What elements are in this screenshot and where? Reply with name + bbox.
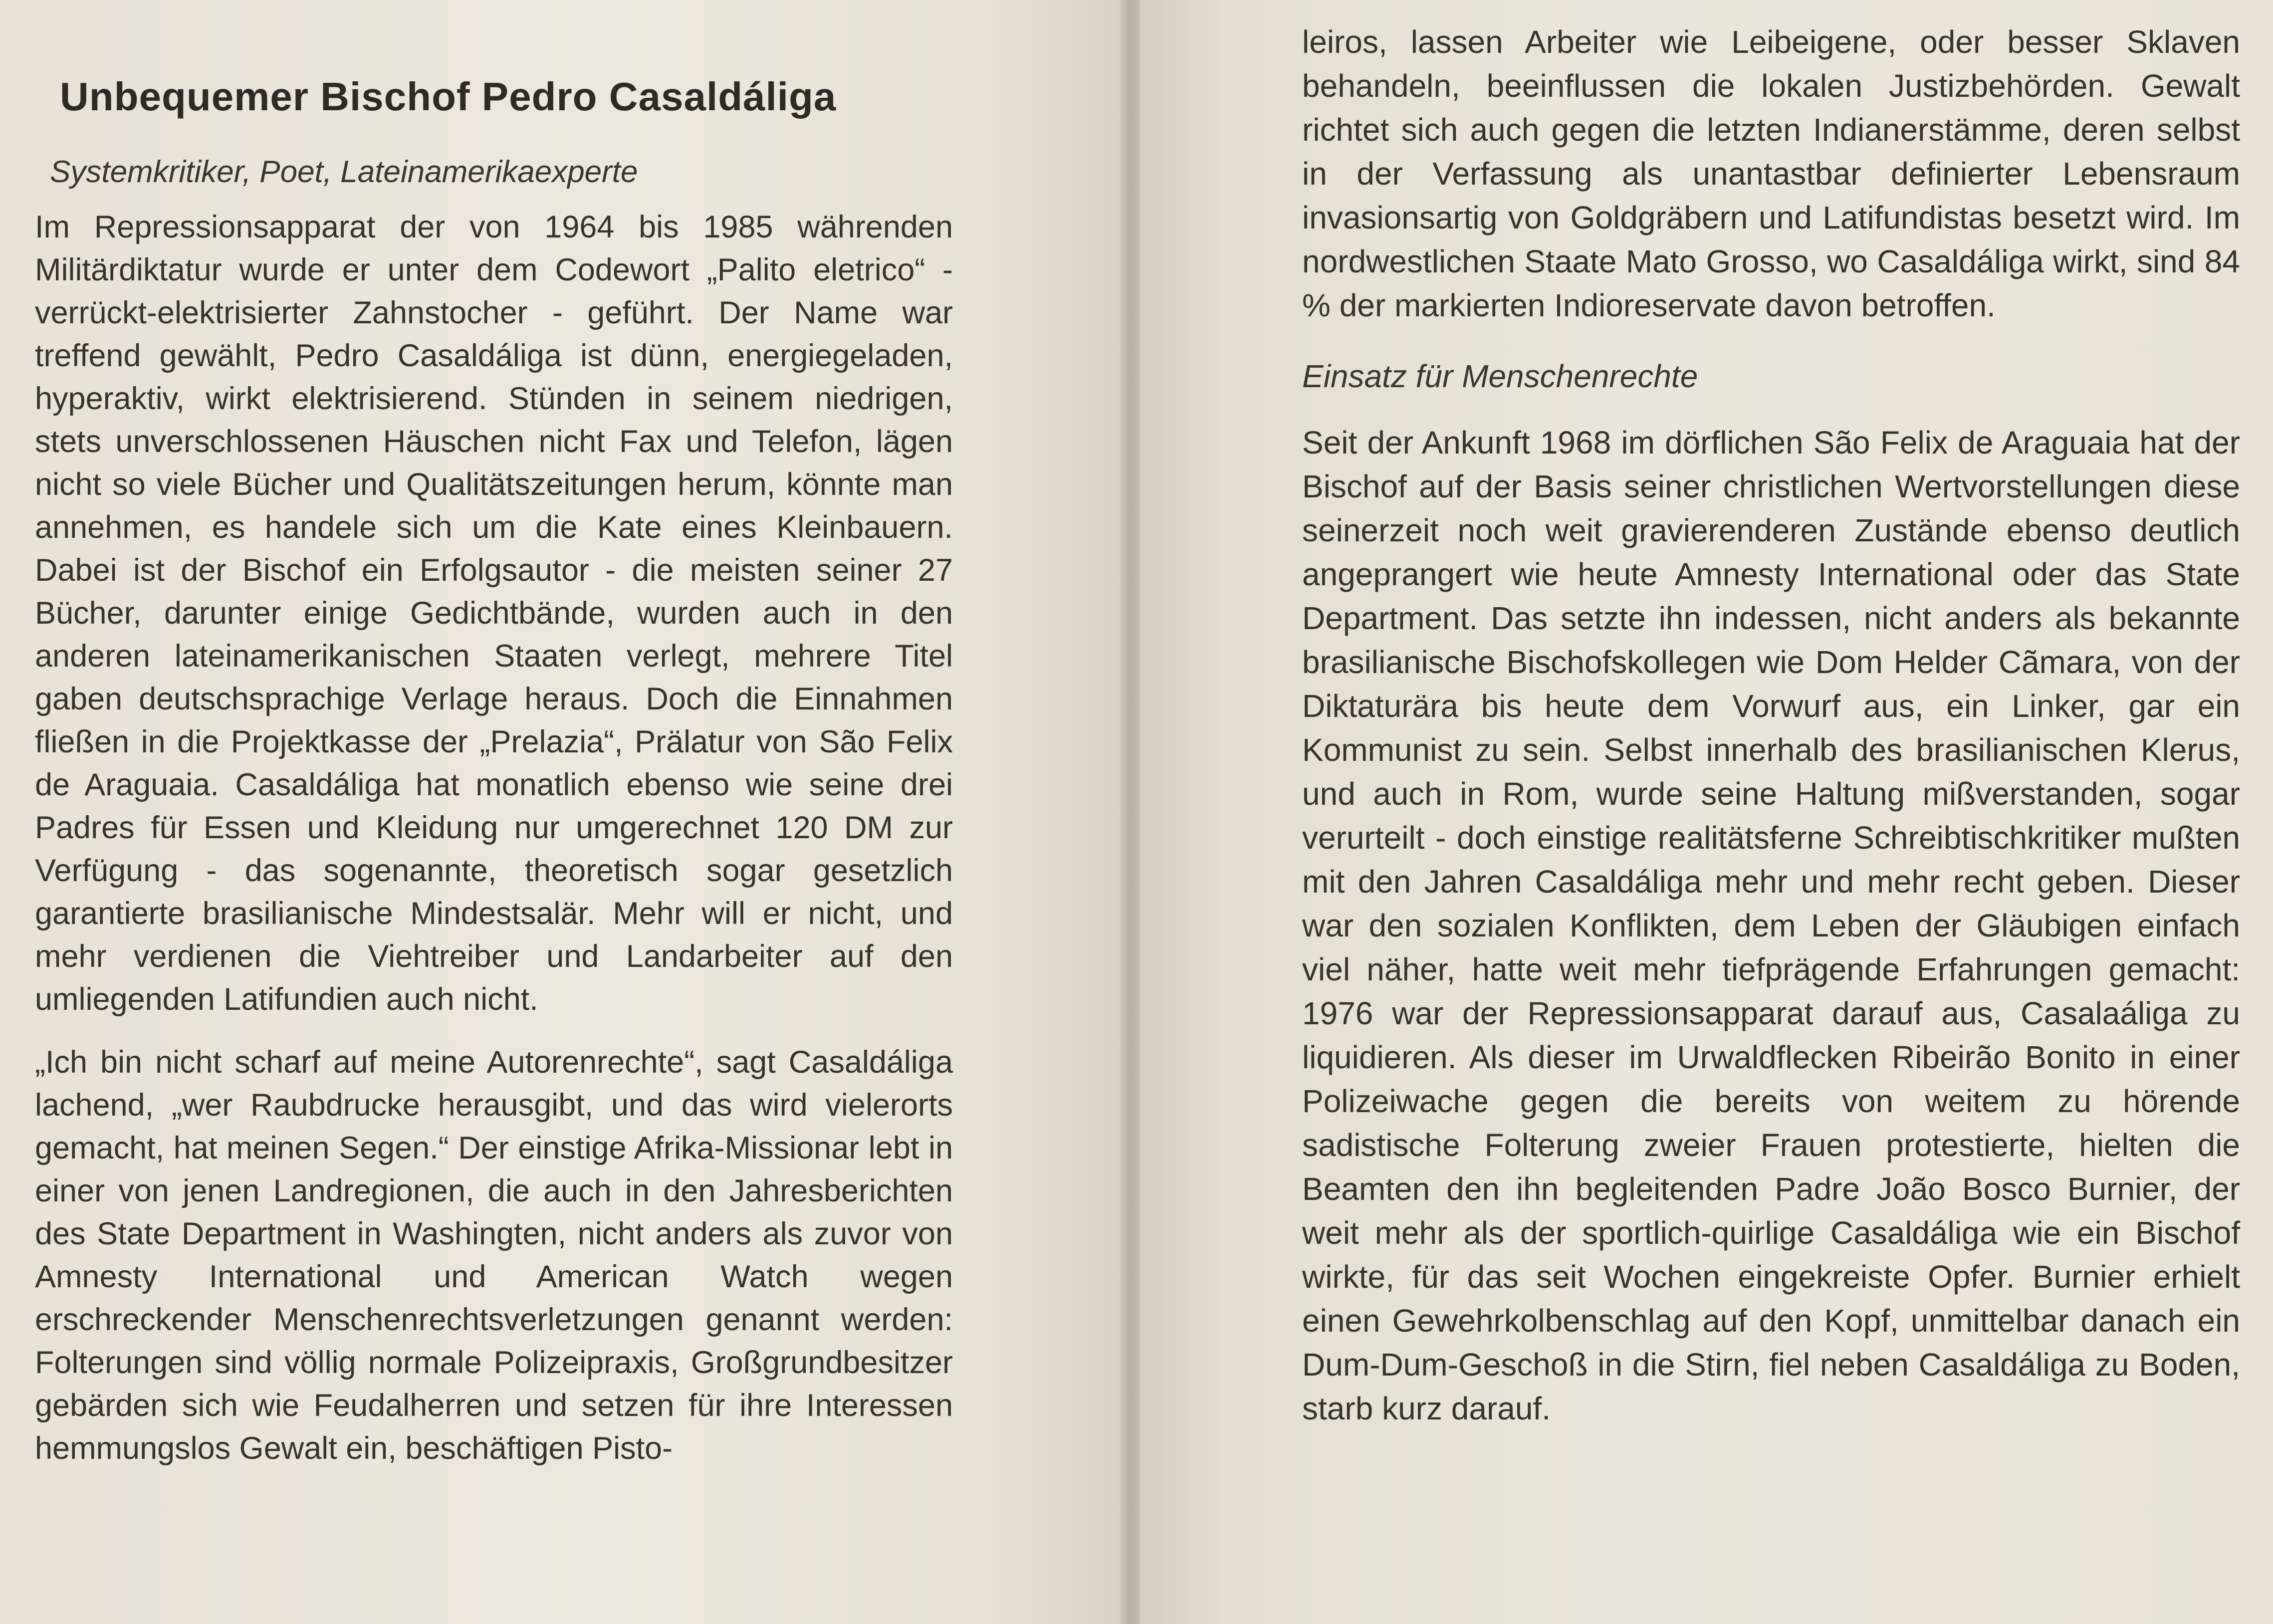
right-column (1302, 20, 2240, 1450)
article-title: Unbequemer Bischof Pedro Casaldáliga (60, 74, 837, 119)
left-paragraph-1: Im Repressionsapparat der von 1964 bis 1985 währenden Militärdiktatur wurde er unter dem Codewort „Palito eletrico“ - verrückt-elektrisierter Zahnstocher - geführt. Der Name war treffend gewählt, Pedro Casaldáliga ist dünn, energiegeladen, hyperaktiv, wirkt elektrisierend. Stünden in seinem niedrigen, stets unverschlossenen Häuschen nicht Fax und Telefon, lägen nicht so viele Bücher und Qualitätszeitungen herum, könnte man annehmen, es handele sich um die Kate eines Kleinbauern. Dabei ist der Bischof ein Erfolgsautor - die meisten seiner 27 Bücher, darunter einige Gedichtbände, wurden auch in den anderen lateinamerikanischen Staaten verlegt, mehrere Titel gaben deutschsprachige Verlage heraus. Doch die Einnahmen fließen in die Projektkasse der „Prelazia“, Prälatur von São Felix de Araguaia. Casaldáliga hat monatlich ebenso wie seine drei Padres für Essen und Kleidung nur umgerechnet 120 DM zur Verfügung - das sogenannte, theoretisch sogar gesetzlich garantierte brasilianische Mindestsalär. Mehr will er nicht, und mehr verdienen die Viehtreiber und Landarbeiter auf den umliegenden Latifundien auch nicht. (35, 210, 953, 1017)
section-heading: Einsatz für Menschenrechte (1302, 358, 1698, 394)
book-gutter (1120, 0, 1140, 1624)
right-paragraph-2: Seit der Ankunft 1968 im dörflichen São Felix de Araguaia hat der Bischof auf der Basis seiner christlichen Wertvorstellungen diese seinerzeit noch weit gravierenderen Zustände ebenso deutlich angeprangert wie heute Amnesty International oder das State Department. Das setzte ihn indessen, nicht anders als bekannte brasilianische Bischofskollegen wie Dom Helder Cãmara, von der Diktaturära bis heute dem Vorwurf aus, ein Linker, gar ein Kommunist zu sein. Selbst innerhalb des brasilianischen Klerus, und auch in Rom, wurde seine Haltung mißverstanden, sogar verurteilt - doch einstige realitätsferne Schreibtischkritiker mußten mit den Jahren Casaldáliga mehr und mehr recht geben. Dieser war den sozialen Konflikten, dem Leben der Gläubigen einfach viel näher, hatte weit mehr tiefprägende Erfahrungen gemacht: 1976 war der Repressionsapparat darauf aus, Casalaáliga zu liquidieren. Als dieser im Urwaldflecken Ribeirão Bonito in einer Polizeiwache gegen die bereits von weitem zu hörende sadistische Folterung zweier Frauen protestierte, hielten die Beamten den ihn begleitenden Padre João Bosco Burnier, der weit mehr als der sportlich-quirlige Casaldáliga wie ein Bischof wirkte, für das seit Wochen eingekreiste Opfer. Burnier erhielt einen Gewehrkolbenschlag auf den Kopf, unmittelbar danach ein Dum-Dum-Geschoß in die Stirn, fiel neben Casaldáliga zu Boden, starb kurz darauf. (1302, 424, 2240, 1426)
article-subtitle: Systemkritiker, Poet, Lateinamerikaexperte (50, 155, 638, 189)
left-paragraph-2: „Ich bin nicht scharf auf meine Autorenrechte“, sagt Casaldáliga lachend, „wer Raubdrucke herausgibt, und das wird vielerorts gemacht, hat meinen Segen.“ Der einstige Afrika-Missionar lebt in einer von jenen Landregionen, die auch in den Jahresberichten des State Department in Washingten, nicht anders als zuvor von Amnesty International und American Watch wegen erschreckender Menschenrechtsverletzungen genannt werden: Folterungen sind völlig normale Polizeipraxis, Großgrundbesitzer gebärden sich wie Feudalherren und setzen für ihre Interessen hemmungslos Gewalt ein, beschäftigen Pisto- (35, 1045, 953, 1466)
left-column (35, 75, 953, 1490)
left-page (0, 0, 1120, 1624)
right-paragraph-1: leiros, lassen Arbeiter wie Leibeigene, oder besser Sklaven behandeln, beeinflussen die lokalen Justizbehörden. Gewalt richtet sich auch gegen die letzten Indianerstämme, deren selbst in der Verfassung als unantastbar definierter Lebensraum invasionsartig von Goldgräbern und Latifundistas besetzt wird. Im nordwestlichen Staate Mato Grosso, wo Casaldáliga wirkt, sind 84 % der markierten Indioreservate davon betroffen. (1302, 24, 2240, 323)
